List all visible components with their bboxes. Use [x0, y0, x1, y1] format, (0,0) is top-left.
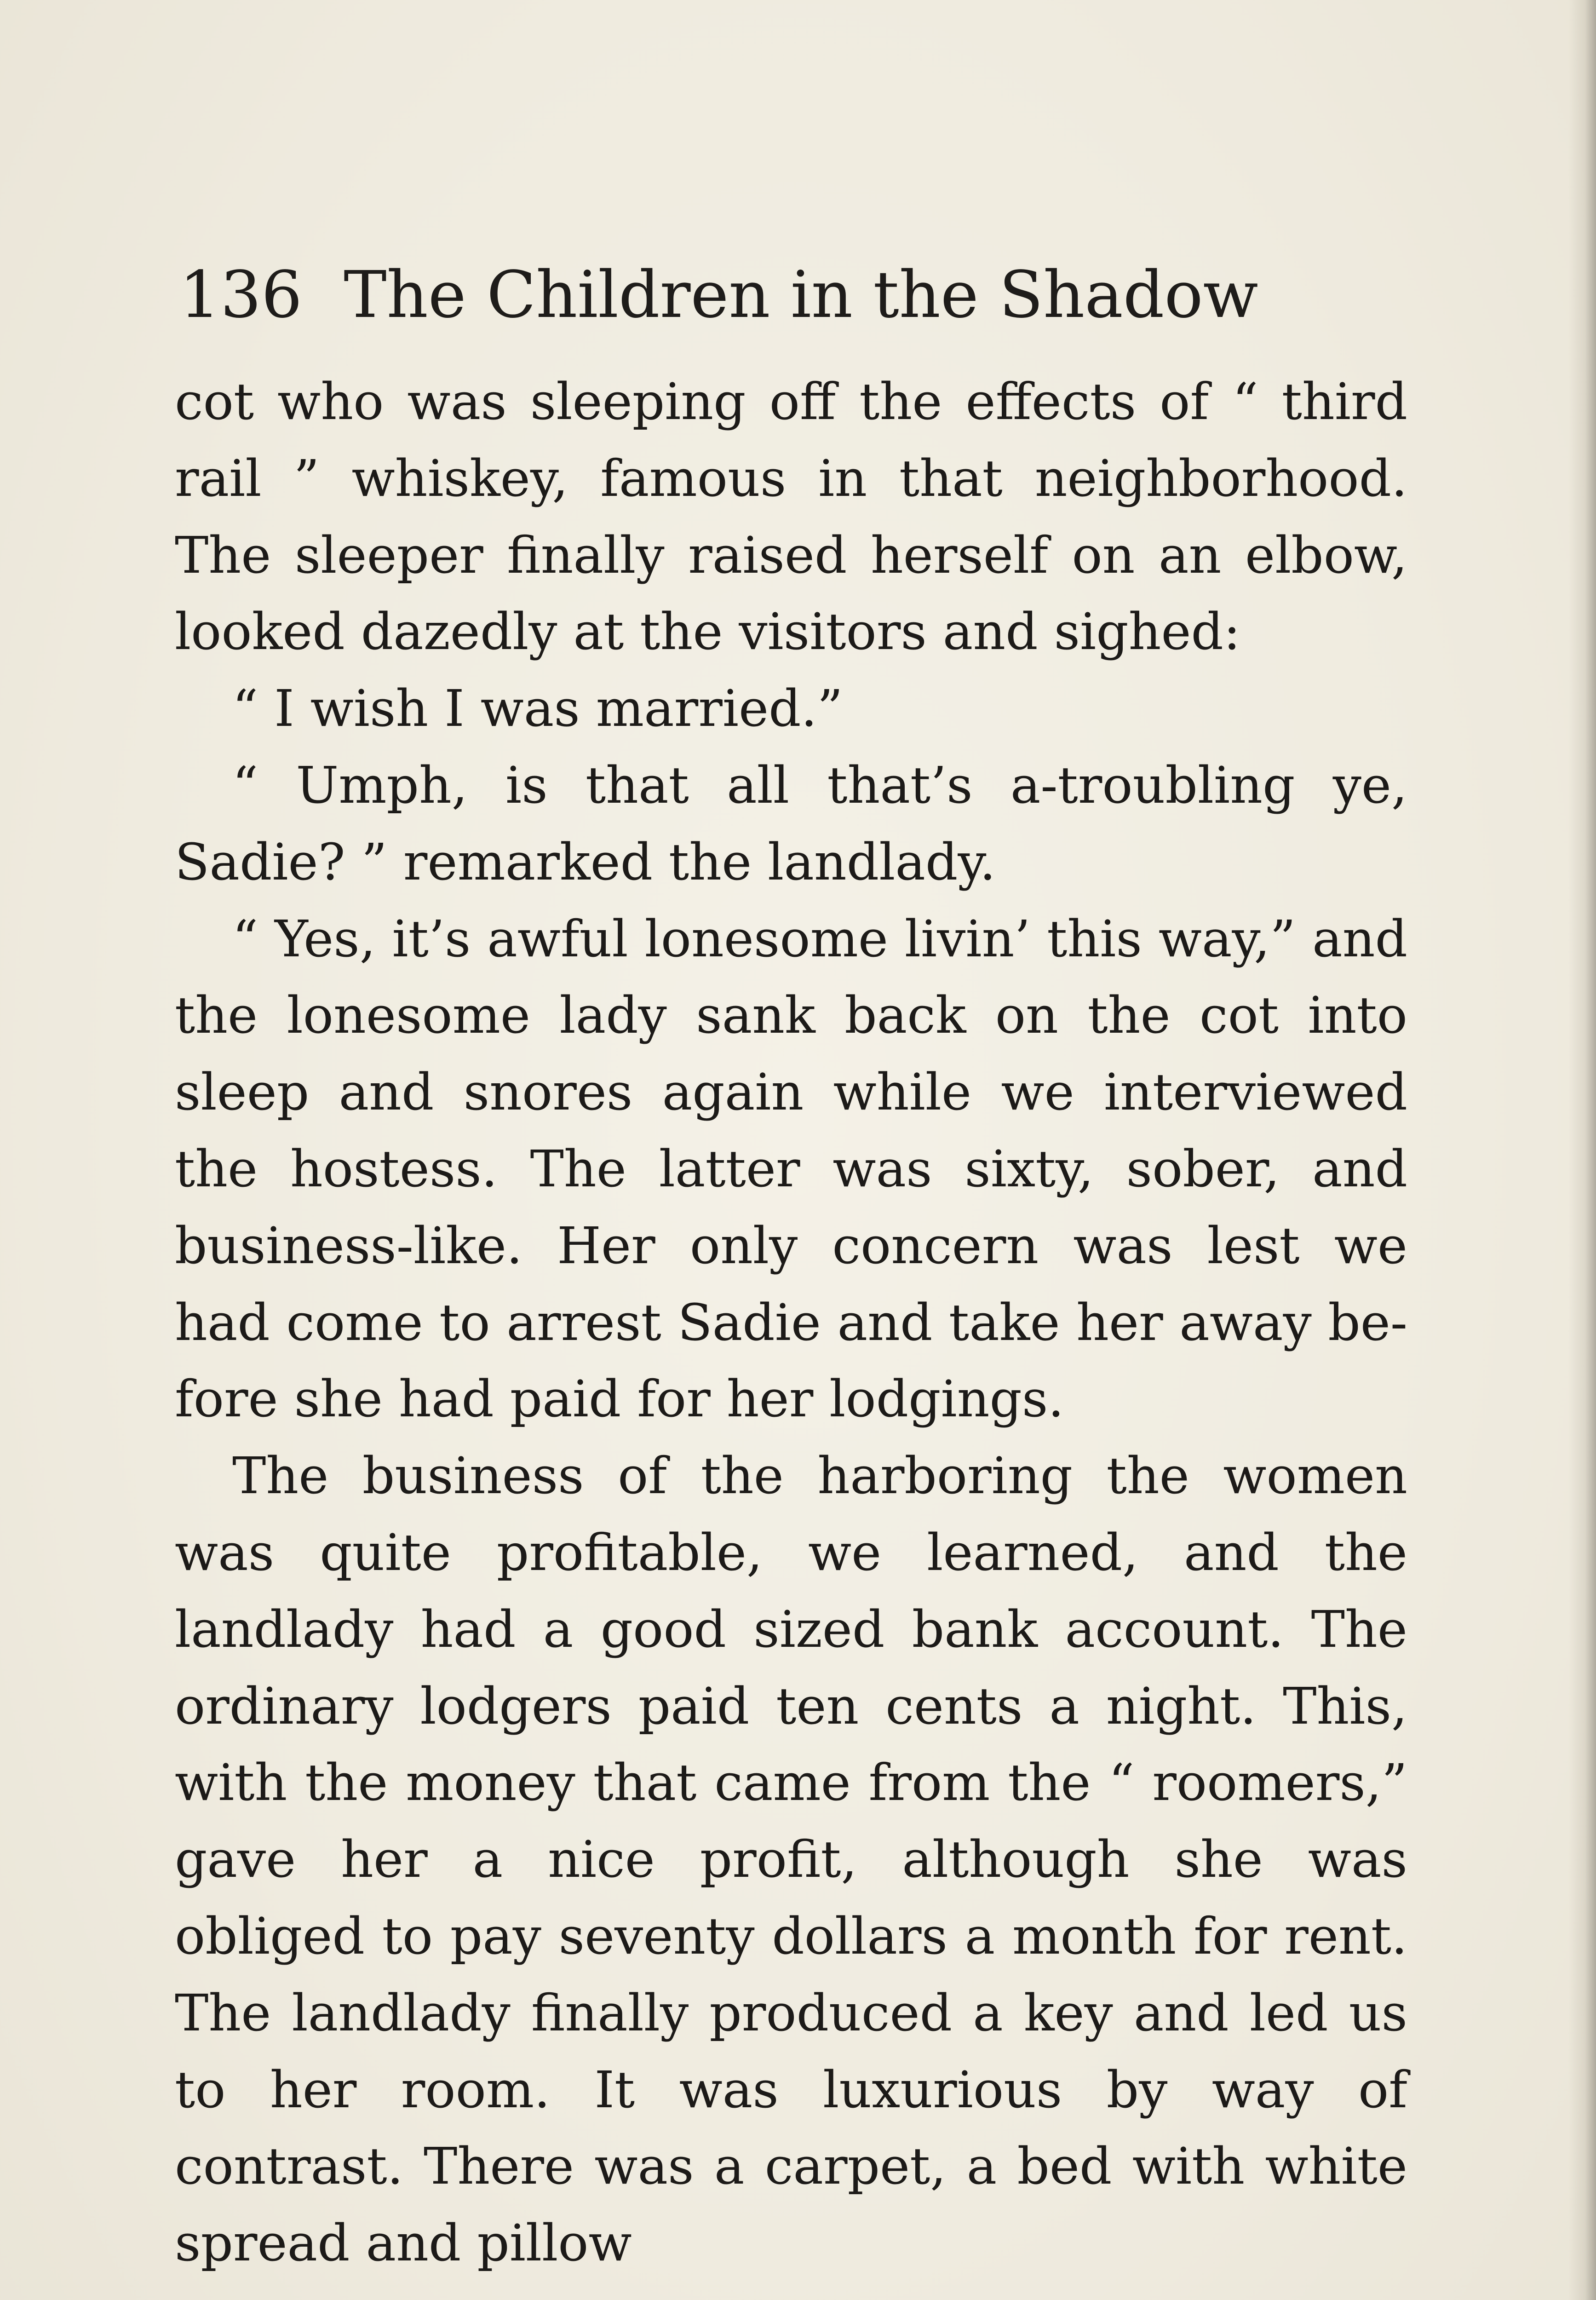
page-edge-shadow — [1568, 0, 1596, 2300]
page-number: 136 — [179, 258, 303, 333]
paragraph-quote-married: “ I wish I was married.” — [232, 679, 843, 738]
body-text — [175, 363, 1407, 2282]
paragraph-quote-lonesome: “ Yes, it’s awful lonesome livin’ this way,” and the lonesome lady sank back on the cot into sleep and snores again while we interviewed the hostess. The latter was sixty, sober, and business-like. Her only concern was lest we had come to arrest Sadie and take her away be-fore she had paid for her lodgings. — [175, 909, 1407, 1429]
running-title: The Children in the Shadow — [344, 258, 1258, 333]
paragraph-quote-umph: “ Umph, is that all that’s a-troubling ye, Sadie? ” remarked the landlady. — [175, 755, 1407, 891]
paragraph-continued: cot who was sleeping off the effects of “ third rail ” whiskey, famous in that neighborhood. The sleeper finally raised herself on an elbow, looked dazedly at the visitors and sighed: — [175, 372, 1407, 661]
paragraph-business: The business of the harboring the women was quite profitable, we learned, and the landlady had a good sized bank account. The ordinary lodgers paid ten cents a night. This, with the money that came from the “ roomers,” gave her a nice profit, although she was obliged to pay seventy dollars a month for rent. The landlady finally produced a key and led us to her room. It was luxurious by way of contrast. There was a carpet, a bed with white spread and pillow — [175, 1446, 1407, 2273]
running-header — [179, 258, 1421, 340]
